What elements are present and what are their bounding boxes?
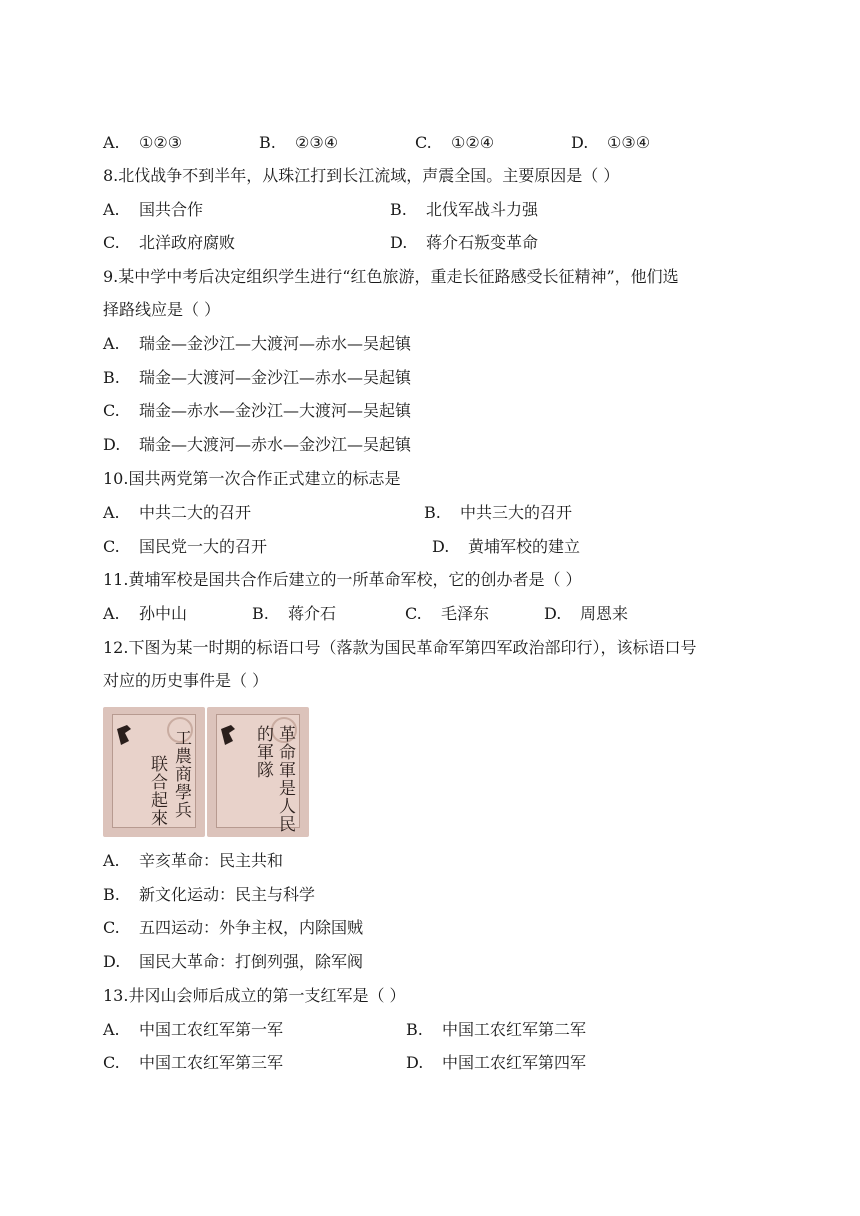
option-text: 黄埔军校的建立 — [468, 537, 581, 556]
q13-option-b[interactable] — [406, 1020, 586, 1040]
option-text: 中国工农红军第三军 — [139, 1053, 284, 1072]
option-letter: B. — [424, 503, 441, 522]
q10-option-d[interactable] — [432, 537, 580, 557]
option-letter: D. — [544, 604, 562, 623]
q8-stem: 8.北伐战争不到半年，从珠江打到长江流域，声震全国。主要原因是（ ） — [103, 166, 620, 185]
q12-stem-line1: 12.下图为某一时期的标语口号（落款为国民革命军第四军政治部印行），该标语口号 — [103, 638, 697, 657]
option-letter: D. — [406, 1053, 424, 1072]
q7-option-b[interactable] — [259, 133, 338, 153]
option-letter: B. — [390, 200, 407, 219]
q10-option-b[interactable] — [424, 503, 572, 523]
option-text: 中共三大的召开 — [460, 503, 573, 522]
option-text: 国民党一大的召开 — [139, 537, 268, 556]
option-text: ②③④ — [295, 133, 339, 152]
option-letter: C. — [103, 537, 120, 556]
option-text: ①③④ — [607, 133, 651, 152]
option-letter: D. — [390, 233, 408, 252]
option-text: 孙中山 — [139, 604, 188, 623]
q11-option-c[interactable] — [405, 604, 489, 624]
option-text: 瑞金—金沙江—大渡河—赤水—吴起镇 — [139, 334, 412, 353]
q13-option-c[interactable] — [103, 1053, 283, 1073]
option-text: 蒋介石叛变革命 — [426, 233, 539, 252]
q8-option-a[interactable] — [103, 200, 203, 220]
option-text: 瑞金—大渡河—金沙江—赤水—吴起镇 — [139, 368, 412, 387]
option-letter: A. — [103, 133, 120, 152]
option-letter: B. — [406, 1020, 423, 1039]
option-text: 国共合作 — [139, 200, 204, 219]
option-letter: B. — [103, 368, 120, 387]
q7-option-d[interactable] — [571, 133, 650, 153]
running-soldier-icon — [113, 723, 139, 747]
q8-option-b[interactable] — [390, 200, 538, 220]
q11-option-a[interactable] — [103, 604, 187, 624]
option-letter: B. — [259, 133, 276, 152]
q11-stem: 11.黄埔军校是国共合作后建立的一所革命军校，它的创办者是（ ） — [103, 570, 582, 589]
option-letter: A. — [103, 1020, 120, 1039]
option-text: 毛泽东 — [441, 604, 490, 623]
slogan-poster-left — [103, 707, 205, 837]
q10-option-a[interactable] — [103, 503, 251, 523]
option-letter: A. — [103, 334, 120, 353]
option-letter: A. — [103, 851, 120, 870]
option-text: 辛亥革命：民主共和 — [139, 851, 284, 870]
option-text: 周恩来 — [580, 604, 629, 623]
option-text: 五四运动：外争主权，内除国贼 — [139, 918, 364, 937]
q12-stem-line2: 对应的历史事件是（ ） — [103, 671, 269, 690]
option-text: 北洋政府腐败 — [139, 233, 236, 252]
q7-option-a[interactable] — [103, 133, 182, 153]
q9-stem-line1: 9.某中学中考后决定组织学生进行“红色旅游，重走长征路感受长征精神”，他们选 — [103, 267, 679, 286]
poster-left-col2: 联合起來 — [147, 755, 167, 827]
option-letter: D. — [432, 537, 450, 556]
option-letter: A. — [103, 604, 120, 623]
q9-option-a[interactable] — [103, 334, 411, 354]
option-letter: D. — [103, 435, 121, 454]
q12-option-d[interactable] — [103, 952, 363, 972]
q12-option-c[interactable] — [103, 918, 363, 938]
option-letter: C. — [103, 1053, 120, 1072]
running-soldier-icon — [217, 723, 243, 747]
option-letter: C. — [415, 133, 432, 152]
option-letter: C. — [405, 604, 422, 623]
option-text: 国民大革命：打倒列强，除军阀 — [139, 952, 364, 971]
q9-option-c[interactable] — [103, 401, 411, 421]
q11-option-b[interactable] — [252, 604, 336, 624]
q8-option-d[interactable] — [390, 233, 538, 253]
option-letter: A. — [103, 200, 120, 219]
q8-option-c[interactable] — [103, 233, 235, 253]
option-text: 中国工农红军第四军 — [442, 1053, 587, 1072]
q12-option-b[interactable] — [103, 885, 315, 905]
option-letter: D. — [103, 952, 121, 971]
option-letter: B. — [252, 604, 269, 623]
option-text: 北伐军战斗力强 — [426, 200, 539, 219]
q10-stem: 10.国共两党第一次合作正式建立的标志是 — [103, 469, 401, 488]
option-text: ①②④ — [451, 133, 495, 152]
option-text: 新文化运动：民主与科学 — [139, 885, 316, 904]
q7-option-c[interactable] — [415, 133, 494, 153]
slogan-poster-right — [207, 707, 309, 837]
option-letter: D. — [571, 133, 589, 152]
poster-right-col2: 的軍隊 — [253, 725, 273, 779]
option-letter: A. — [103, 503, 120, 522]
option-text: 中共二大的召开 — [139, 503, 252, 522]
option-letter: C. — [103, 918, 120, 937]
option-text: 蒋介石 — [288, 604, 337, 623]
q13-option-d[interactable] — [406, 1053, 586, 1073]
option-letter: B. — [103, 885, 120, 904]
option-letter: C. — [103, 233, 120, 252]
option-text: 中国工农红军第二军 — [442, 1020, 587, 1039]
option-text: ①②③ — [139, 133, 183, 152]
option-text: 瑞金—赤水—金沙江—大渡河—吴起镇 — [139, 401, 412, 420]
q9-option-d[interactable] — [103, 435, 411, 455]
q13-option-a[interactable] — [103, 1020, 283, 1040]
q11-option-d[interactable] — [544, 604, 628, 624]
option-text: 中国工农红军第一军 — [139, 1020, 284, 1039]
option-letter: C. — [103, 401, 120, 420]
q9-option-b[interactable] — [103, 368, 411, 388]
poster-left-col1: 工農商學兵 — [171, 729, 191, 819]
q9-stem-line2: 择路线应是（ ） — [103, 300, 221, 319]
poster-right-col1: 革命軍是人民 — [275, 725, 295, 833]
q12-option-a[interactable] — [103, 851, 283, 871]
q10-option-c[interactable] — [103, 537, 267, 557]
option-text: 瑞金—大渡河—赤水—金沙江—吴起镇 — [139, 435, 412, 454]
q13-stem: 13.井冈山会师后成立的第一支红军是（ ） — [103, 986, 406, 1005]
